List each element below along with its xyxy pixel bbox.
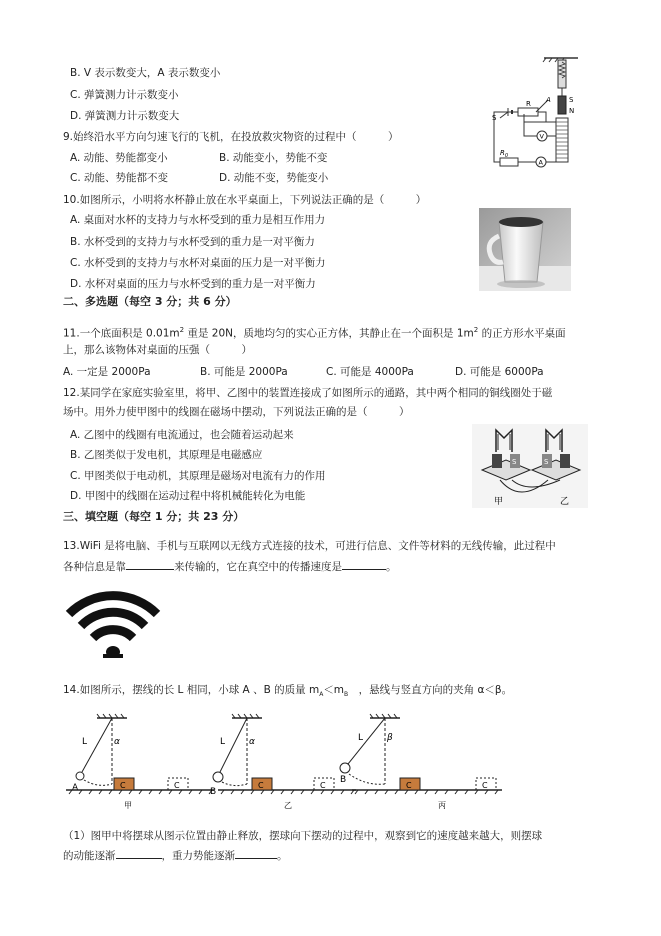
q8-option-c: C. 弹簧测力计示数变小 [70, 89, 179, 101]
magnet-n-label: N [569, 107, 575, 115]
pendulum-jia [66, 714, 217, 810]
bing-c-block-label: C [406, 781, 412, 790]
r0-label: $R_0$ [500, 149, 509, 159]
rheostat-label: R [526, 100, 531, 108]
q10-option-d: D. 水杯对桌面的压力与水杯受到的重力是一对平衡力 [70, 278, 316, 290]
q9-option-d: D. 动能不变，势能变小 [219, 172, 329, 184]
q10-option-c: C. 水杯受到的支持力与水杯对桌面的压力是一对平衡力 [70, 257, 326, 269]
q9-option-b: B. 动能变小，势能不变 [219, 152, 328, 164]
yi-alpha-label: α [249, 737, 255, 747]
jia-l-label: L [82, 737, 88, 747]
coil-magnet-figure [472, 424, 588, 508]
q12-stem-line2: 场中。用外力使甲图中的线圈在磁场中摆动，下列说法正确的是（ ） [63, 406, 410, 418]
yi-b-label: B [210, 787, 217, 797]
bing-beta-label: β [387, 733, 393, 743]
yi-l-label: L [220, 737, 226, 747]
voltmeter-label: V [539, 132, 544, 141]
q11-stem-line1: 11.一个底面积是 $0.01m^2$ 重是 20N，质地均匀的实心正方体，其静止在一个面积是 $1m^2$ 的正方形水平桌面 [63, 326, 566, 340]
jia-caption: 甲 [124, 801, 132, 810]
pendulum-yi [210, 714, 356, 810]
bing-b-label: B [340, 775, 347, 785]
q8-option-d: D. 弹簧测力计示数变大 [70, 110, 180, 122]
q12-option-a: A. 乙图中的线圈有电流通过，也会随着运动起来 [70, 429, 294, 441]
bing-l-label: L [358, 733, 364, 743]
q9-option-c: C. 动能、势能都不变 [70, 172, 169, 184]
pendulum-bing [340, 714, 502, 810]
ammeter-label: A [538, 158, 543, 167]
pendulum-figures [62, 710, 522, 818]
q14-sub1-line2: 的动能逐渐 ，重力势能逐渐 。 [63, 850, 288, 862]
q9-stem: 9.始终沿水平方向匀速飞行的飞机，在投放救灾物资的过程中（ ） [63, 131, 399, 143]
spring-electromagnet-circuit-figure [486, 56, 586, 172]
bing-caption: 丙 [438, 801, 446, 810]
q14-blank-2[interactable] [235, 848, 277, 859]
yi-s-label: S [544, 458, 549, 466]
q10-option-b: B. 水杯受到的支持力与水杯受到的重力是一对平衡力 [70, 236, 315, 248]
yi-label: 乙 [560, 497, 570, 507]
q11-option-d: D. 可能是 6000Pa [455, 366, 544, 378]
jia-label: 甲 [494, 497, 504, 507]
yi-c-dashed-label: C [320, 781, 326, 790]
q13-blank-1[interactable] [126, 559, 174, 570]
jia-s-label: S [512, 458, 517, 466]
q12-option-d: D. 甲图中的线圈在运动过程中将机械能转化为电能 [70, 490, 306, 502]
switch-label: S [492, 114, 497, 122]
bing-c-dashed-label: C [482, 781, 488, 790]
jia-a-label: A [72, 783, 79, 793]
q12-option-b: B. 乙图类似于发电机，其原理是电磁感应 [70, 449, 263, 461]
jia-c-block-label: C [120, 781, 126, 790]
water-cup-photo [479, 208, 571, 291]
q11-option-b: B. 可能是 2000Pa [200, 366, 288, 378]
q14-sub1-line1: （1）图甲中将摆球从图示位置由静止释放，摆球向下摆动的过程中，观察到它的速度越来越大，则摆球 [63, 830, 543, 842]
q8-option-b: B. V 表示数变大，A 表示数变小 [70, 67, 221, 79]
q13-blank-2[interactable] [342, 559, 386, 570]
q11-option-c: C. 可能是 4000Pa [326, 366, 414, 378]
q9-option-a: A. 动能、势能都变小 [70, 152, 168, 164]
q13-line2: 各种信息是靠 来传输的，它在真空中的传播速度是 。 [63, 561, 397, 573]
q12-stem-line1: 12.某同学在家庭实验室里，将甲、乙图中的装置连接成了如图所示的通路，其中两个相同的铜线圈处于磁 [63, 387, 553, 399]
jia-alpha-label: α [114, 737, 120, 747]
section-3-heading: 三、填空题（每空 1 分；共 23 分） [63, 510, 245, 523]
yi-caption: 乙 [284, 801, 292, 810]
q13-line1: 13.WiFi 是将电脑、手机与互联网以无线方式连接的技术，可进行信息、文件等材料的无线传输，此过程中 [63, 540, 556, 552]
q14-stem: 14.如图所示，摆线的长 L 相同，小球 A 、B 的质量 $m_A<m_B$ ，悬线与竖直方向的夹角 α＜β。 [63, 684, 513, 699]
q10-option-a: A. 桌面对水杯的支持力与水杯受到的重力是相互作用力 [70, 214, 326, 226]
slider-a-label: A [546, 96, 551, 104]
yi-c-block-label: C [258, 781, 264, 790]
jia-c-dashed-label: C [174, 781, 180, 790]
section-2-heading: 二、多选题（每空 3 分；共 6 分） [63, 295, 237, 308]
q14-blank-1[interactable] [116, 848, 162, 859]
q12-option-c: C. 甲图类似于电动机，其原理是磁场对电流有力的作用 [70, 470, 326, 482]
wifi-icon [63, 580, 163, 662]
q10-stem: 10.如图所示，小明将水杯静止放在水平桌面上，下列说法正确的是（ ） [63, 194, 427, 206]
q11-option-a: A. 一定是 2000Pa [63, 366, 151, 378]
q11-stem-line2: 上，那么该物体对桌面的压强（ ） [63, 344, 252, 356]
magnet-s-label: S [569, 96, 574, 104]
